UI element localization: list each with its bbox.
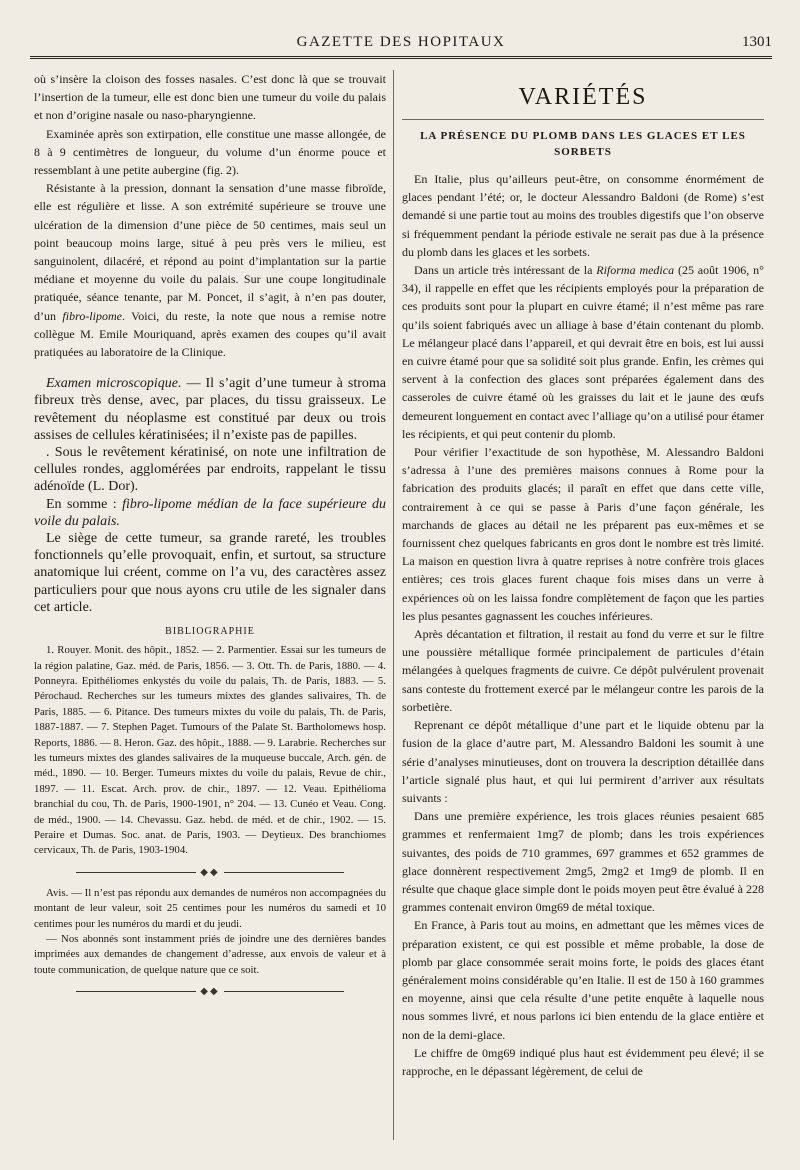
paragraph-verification: Pour vérifier l’exactitude de son hypothèse, M. Alessandro Baldoni s’adressa à l’une des premières maisons connues à Rome pour la fabrication des produits glacés; il paraît en effet que dans cette ville, contrairement à ce qui se passe à Paris d’une façon générale, les marchands de glaces au détail ne les préparent pas eux-mêmes et se fournissent chez quelques fabricants en gros dont le nombre est très limité. La maison en question livra à quatre reprises à notre confrère trois glaces entières; ces trois glaces furent chaque fois mises dans un verre à expériences où on les laissa fondre complètement de façon que les parties les plus pesantes gagnassent les couches inférieures. [402,445,764,623]
riforma-text-before: Dans un article très intéressant de la [414,263,597,278]
paragraph-microscopic-exam [34,375,386,444]
paragraph-decantation: Après décantation et filtration, il restait au fond du verre et sur le filtre une poussière métallique formée principalement de particules d’étain mélangées à quelques fragments de cuivre. Ce dépôt pulvérulent provenait sans conteste du frottement exercé par le mélangeur contre les parois de la sorbetière. [402,627,764,714]
paragraph-conclusion: Le siège de cette tumeur, sa grande rareté, les troubles fonctionnels qu’elle provoquait, enfin, et surtout, sa structure anatomique lui créent, comme on l’a vu, des caractères assez particuliers pour que nous ayons cru utile de les signaler dans cet article. [34,531,386,615]
paragraph-italy: En Italie, plus qu’ailleurs peut-être, on consomme énormément de glaces pendant l’été; or, le docteur Alessandro Baldoni (de Rome) s’est demandé si une partie tout au moins des troubles digestifs que l’on observe si fréquemment pendant la période estivale ne serait pas due à la présence du plomb dans les glaces et les sorbets. [402,172,764,259]
paragraph-dose: Le chiffre de 0mg69 indiqué plus haut est évidemment peu élevé; il se rapproche, en le dépassant légèrement, de celui de [402,1045,764,1078]
paragraph-infiltration: . Sous le revêtement kératinisé, on note une infiltration de cellules rondes, agglomérées par endroits, rappelant le tissu adénoïde (L. Dor). [34,445,386,495]
column-divider [393,70,394,1140]
running-header [30,30,772,59]
paragraph-resistance [34,179,386,361]
paragraph-description: Examinée après son extirpation, elle constitue une masse allongée, de 8 à 9 centimètres de longueur, du volume d’un énorme pouce et ressemblant à une petite aubergine (fig. 2). [34,126,386,178]
section-rule [402,119,764,120]
subscriber-notice: — Nos abonnés sont instamment priés de joindre une des dernières bandes imprimées aux demandes de changement d’adresse, aux envois de valeur et à toute communication, de quelque nature que ce soit. [34,933,386,976]
article-subheading: LA PRÉSENCE DU PLOMB DANS LES GLACES ET LES SORBETS [420,130,746,158]
paragraph-riforma [402,261,764,443]
ornament-divider-end: ◆◆ [34,986,386,997]
paragraph-summary [34,496,386,530]
paragraph-results: Dans une première expérience, les trois glaces réunies pesaient 685 grammes et renfermaient 1mg7 de plomb; dans les trois expériences suivantes, des poids de 710 grammes, 697 grammes et 652 grammes de glace donnèrent respectivement 2mg5, 2mg2 et 1mg9 de plomb. Il en résulte que chaque glace simple dont le poids moyen peut être évalué à 228 grammes contenait environ 0mg69 de métal toxique. [402,809,764,915]
resistance-text-before: Résistante à la pression, donnant la sensation d’une masse fibroïde, elle est régulière et lisse. A son extrémité supérieure se trouve une ulcération de la dimension d’une pièce de 50 centimes, mais seul un point beaucoup moins large, situé à peu près vers le milieu, est sanguinolent, dilacéré, et répond au point d’implantation sur la partie médiane et moyenne du voile du palais. Sur une coupe longitudinale pratiquée, séance tenante, par M. Poncet, il s’agit, à n’en pas douter, d’un [34,181,386,323]
paragraph-france: En France, à Paris tout au moins, en admettant que les mêmes vices de préparation existent, ce qui est possible et même probable, la dose de plomb par glace consommée serait moins forte, le poids des glaces étant généralement moins considérable qu’en Italie. Il est de 150 à 160 grammes en moyenne, ainsi que cela résulte d’une petite enquête à laquelle nous nous sommes livré, et nous parlons ici bien entendu de la glace entière et non de la demi-glace. [402,918,764,1042]
paragraph-analysis: Reprenant ce dépôt métallique d’une part et le liquide obtenu par la fusion de la glace d’autre part, M. Alessandro Baldoni les soumit à une série d’analyses minutieuses, dont on trouvera la description détaillée dans l’article signalé plus haut, et qui lui permirent d’arriver aux résultats suivants : [402,718,764,805]
avis-notice: Avis. — Il n’est pas répondu aux demandes de numéros non accompagnées du montant de leur valeur, soit 25 centimes pour les numéros du samedi et 10 centimes pour les numéros du mardi et du jeudi. [34,886,386,930]
insertion-text: où s’insère la cloison des fosses nasales. C’est donc là que se trouvait l’insertion de la tumeur, elle est donc bien une tumeur du voile du palais et non d’origine nasale ou naso-pharyngienne. [34,72,386,123]
microscopic-exam-heading: Examen microscopique. [46,376,182,392]
page-number: 1301 [742,34,772,50]
resistance-text-after: . Voici, du reste, la note que nous a remise notre collègue M. Emile Mouriquand, après examen des coupes qu’il avait pratiquées au laboratoire de la Clinique. [34,308,386,360]
riforma-text-after: (25 août 1906, n° 34), il rappelle en effet que les récipients employés pour la préparation de ces produits sont pour la plupart en cuivre étamé; il n’est même pas rare qu’ils soient fabriqués avec un alliage à base d’étain contenant du plomb. Le mélangeur placé dans l’appareil, et qui devrait être en bois, est lui aussi en cuivre étamé pour que sa solidité soit plus grande. Enfin, les crèmes qui servent à la confection des glaces sont préparées également dans des casseroles de cuivre étamé où les graisses du lait et le jaune des œufs demeurent longuement en contact avec l’alliage qu’on a utilisé pour étamer les récipients, et qui peut contenir du plomb. [402,263,764,441]
bibliography-title: BIBLIOGRAPHIE [165,626,255,638]
journal-title: GAZETTE DES HOPITAUX [296,34,506,50]
bibliography-list: 1. Rouyer. Monit. des hôpit., 1852. — 2. Parmentier. Essai sur les tumeurs de la région palatine, Gaz. méd. de Paris, 1856. — 3. Ott. Th. de Paris, 1880. — 4. Ponneyra. Epithéliomes enkystés du voile du palais, Th. de Paris, 1883. — 5. Pérochaud. Recherches sur les tumeurs mixtes des glandes salivaires, Th. de Paris, 1885. — 6. Pitance. Des tumeurs mixtes du voile du palais, Th. de Paris, 1887-1887. — 7. Stephen Paget. Tumours of the Palate St. Bartholomews hosp. Reports, 1886. — 8. Heron. Gaz. des hôpit., 1888. — 9. Larabrie. Recherches sur les tumeurs mixtes des glandes salivaires de la muqueuse buccale, Arch. gén. de méd., 1890. — 10. Berger. Tumeurs mixtes du voile du palais, Revue de chir., 1897. — 11. Escat. Arch. prov. de chir., 1897. — 12. Veau. Epithélioma branchial du cou, Th. de Paris, 1900-1901, n° 204. — 13. Cunéo et Veau. Cong. de méd., 1900. — 14. Chevassu. Gaz. hebd. de méd. et de chir., 1902. — 15. Peraire et Dumas. Soc. anat. de Paris, 1903. — Deytieux. Des branchiomes cervicaux, Th. de Paris, 1903-1904. [34,644,386,857]
fibro-lipome-term: fibro-lipome [62,308,122,323]
left-column [34,70,386,1140]
summary-diagnosis: fibro-lipome médian de la face supérieure du voile du palais. [34,496,387,529]
paragraph-insertion [34,70,386,125]
right-column [402,70,764,1140]
ornament-divider: ◆◆ [34,867,386,878]
microscopic-exam-text: — Il s’agit d’une tumeur à stroma fibreux très dense, avec, par places, du tissu graisseux. Le revêtement du néoplasme est constitué par deux ou trois assises de cellules kératinisées; il n’existe pas de papilles. [34,376,386,443]
section-title: VARIÉTÉS [518,84,648,110]
riforma-medica-title: Riforma medica [596,263,675,278]
summary-prefix: En somme : [46,496,123,512]
